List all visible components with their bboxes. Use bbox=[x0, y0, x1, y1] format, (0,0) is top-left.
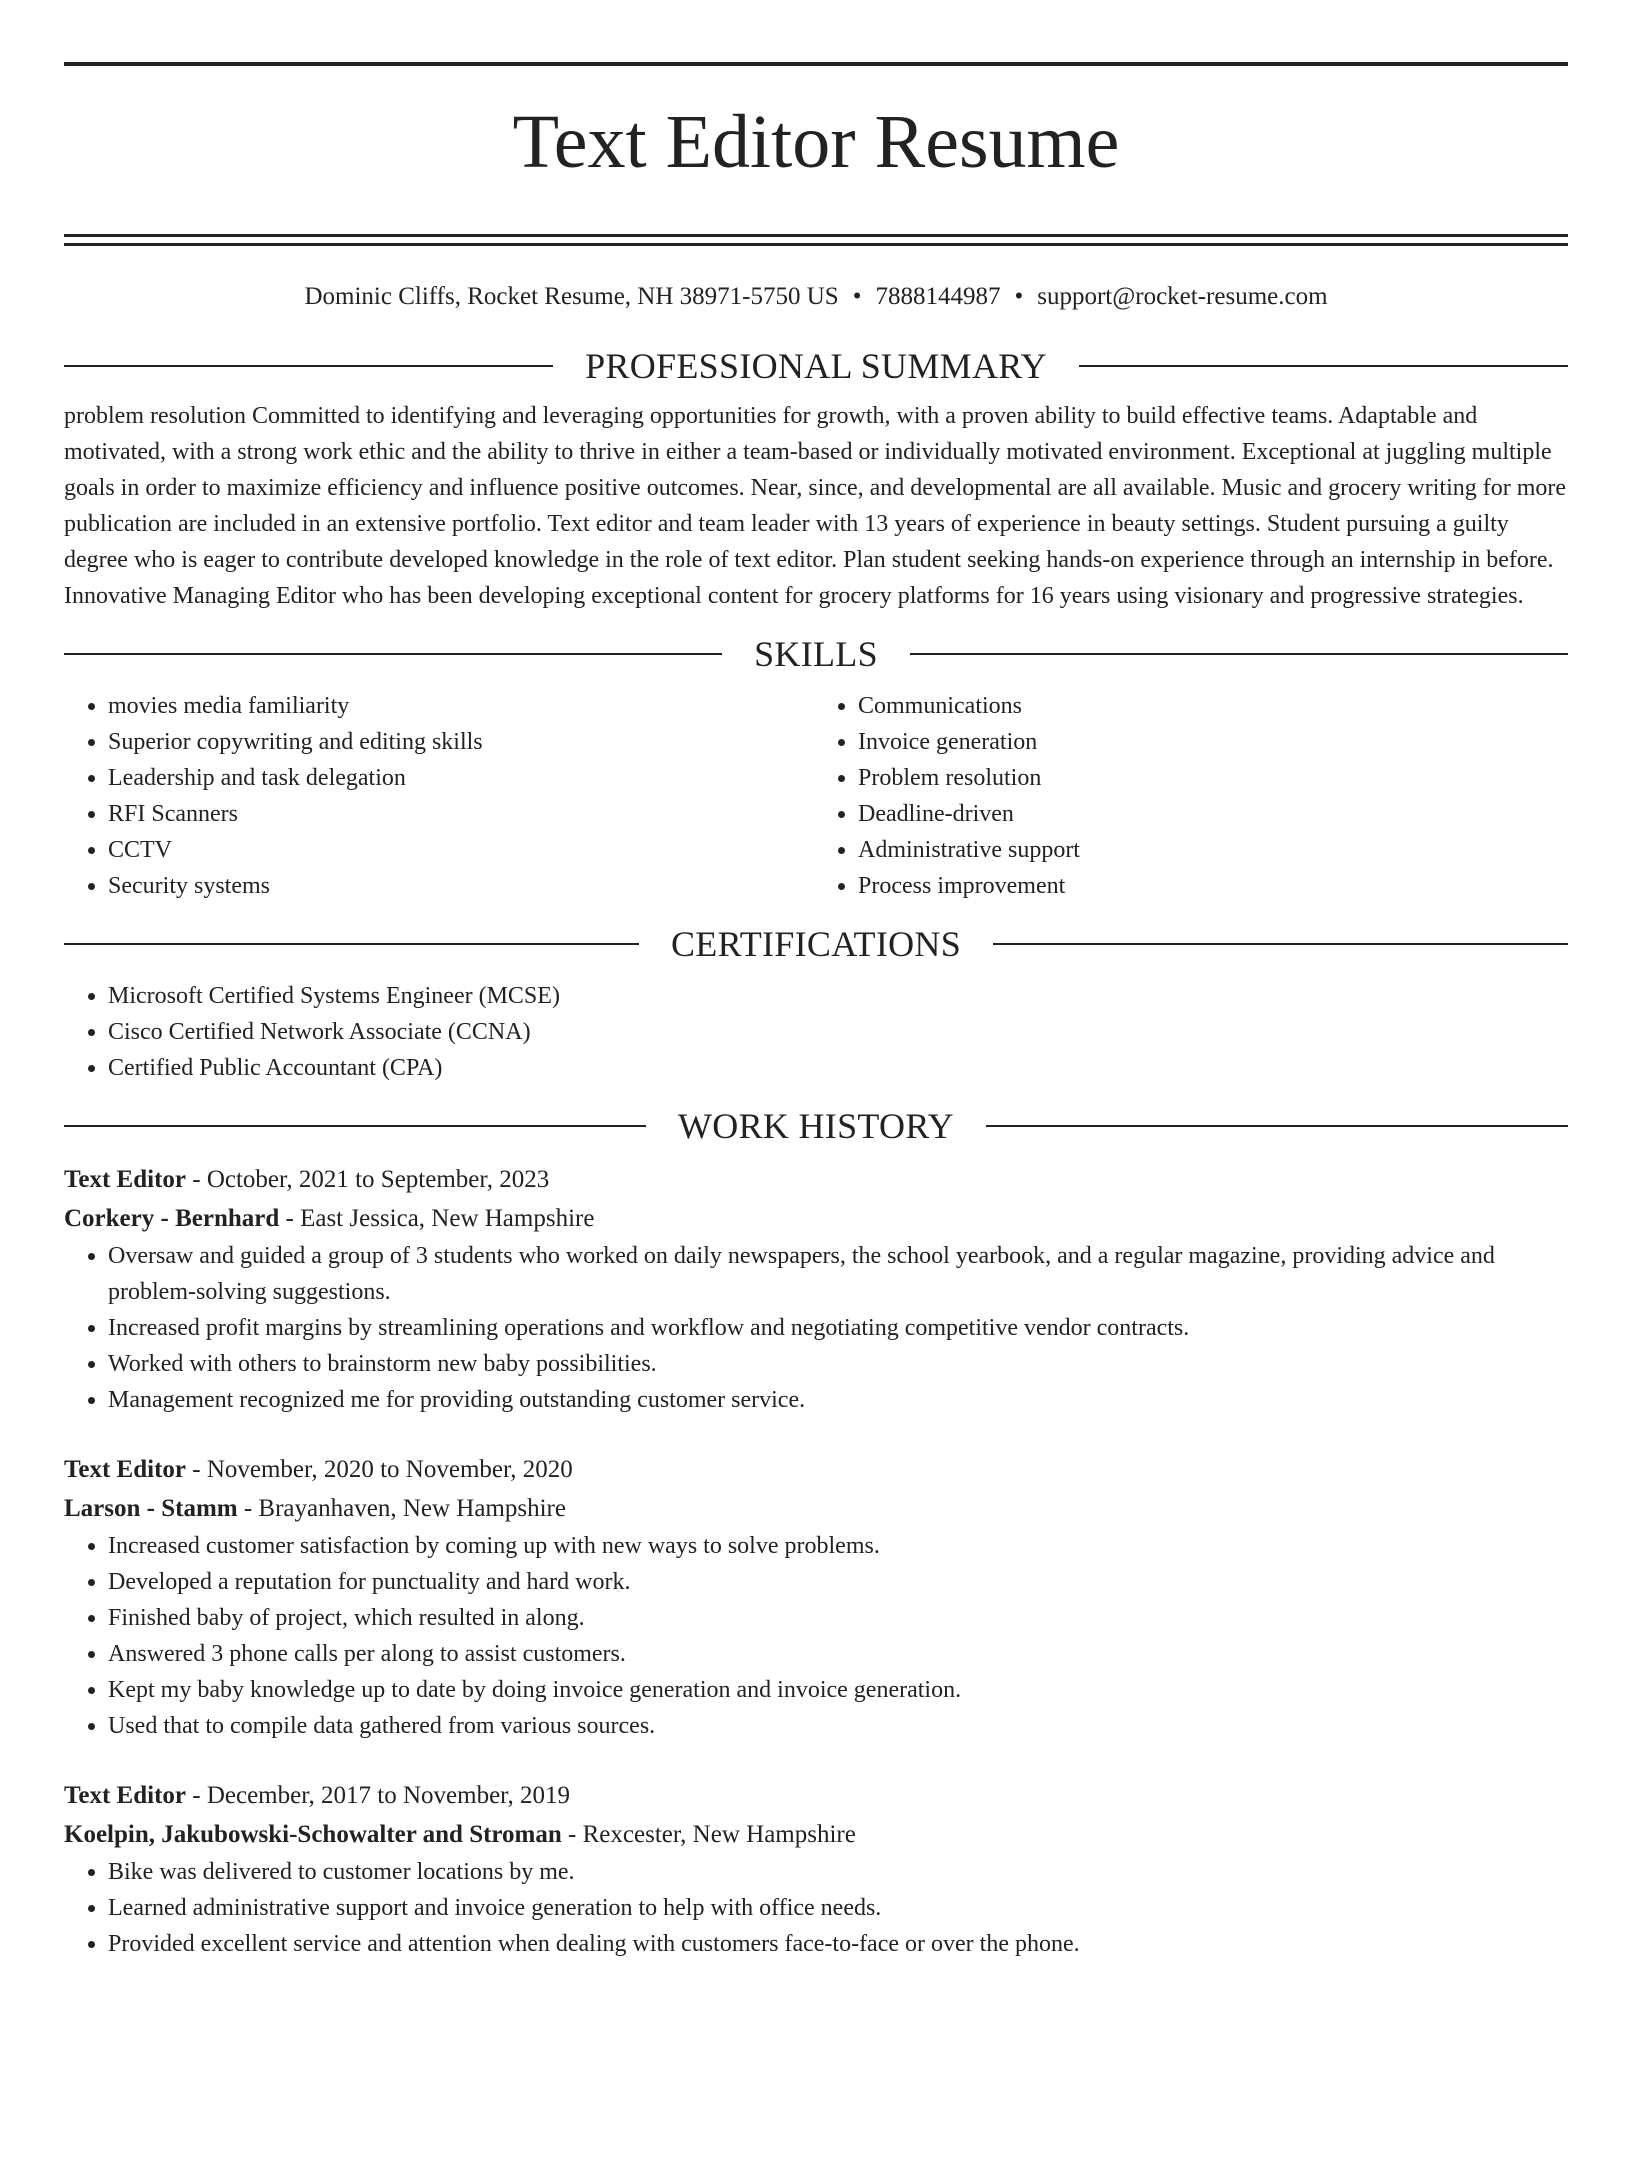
title-double-rule bbox=[64, 234, 1568, 246]
heading-rule bbox=[64, 365, 553, 367]
skills-column-left bbox=[64, 688, 816, 904]
skill-item: • movies media familiarity bbox=[108, 688, 816, 724]
job-entry bbox=[64, 1160, 1568, 1418]
job-entry bbox=[64, 1450, 1568, 1744]
job-company: Larson - Stamm bbox=[64, 1495, 238, 1522]
job-company: Corkery - Bernhard bbox=[64, 1205, 280, 1232]
contact-email: support@rocket-resume.com bbox=[1037, 283, 1328, 310]
job-company: Koelpin, Jakubowski-Schowalter and Stroman bbox=[64, 1821, 562, 1848]
skills-heading: SKILLS bbox=[754, 634, 878, 674]
contact-address: Dominic Cliffs, Rocket Resume, NH 38971-5750 US bbox=[304, 283, 839, 310]
skill-item: • Security systems bbox=[108, 868, 816, 904]
work-section-heading bbox=[64, 1106, 1568, 1146]
certification-item: • Cisco Certified Network Associate (CCNA) bbox=[108, 1014, 1568, 1050]
job-dates: - December, 2017 to November, 2019 bbox=[186, 1782, 570, 1809]
job-bullet: • Kept my baby knowledge up to date by doing invoice generation and invoice generation. bbox=[108, 1672, 1568, 1708]
skills-list bbox=[64, 688, 1568, 904]
contact-separator: • bbox=[1014, 283, 1024, 310]
resume-page bbox=[0, 62, 1632, 2174]
job-entry bbox=[64, 1776, 1568, 1962]
job-bullet: • Provided excellent service and attention when dealing with customers face-to-face or over the phone. bbox=[108, 1926, 1568, 1962]
skills-section-heading bbox=[64, 634, 1568, 674]
summary-section-heading bbox=[64, 346, 1568, 386]
summary-heading: PROFESSIONAL SUMMARY bbox=[585, 346, 1047, 386]
job-bullet: • Bike was delivered to customer locations by me. bbox=[108, 1854, 1568, 1890]
contact-separator: • bbox=[852, 283, 862, 310]
work-heading: WORK HISTORY bbox=[678, 1106, 954, 1146]
job-bullet: • Increased customer satisfaction by coming up with new ways to solve problems. bbox=[108, 1528, 1568, 1564]
contact-phone: 7888144987 bbox=[875, 283, 1001, 310]
skill-item: • Invoice generation bbox=[858, 724, 1568, 760]
skills-column-right bbox=[816, 688, 1568, 904]
certification-item: • Certified Public Accountant (CPA) bbox=[108, 1050, 1568, 1086]
job-title: Text Editor bbox=[64, 1782, 186, 1809]
job-location: - Rexcester, New Hampshire bbox=[561, 1821, 856, 1848]
job-title-line bbox=[64, 1160, 1568, 1199]
job-company-line bbox=[64, 1199, 1568, 1238]
skill-item: • Superior copywriting and editing skills bbox=[108, 724, 816, 760]
job-bullet: • Finished baby of project, which resulted in along. bbox=[108, 1600, 1568, 1636]
job-title-line bbox=[64, 1450, 1568, 1489]
skill-item: • Communications bbox=[858, 688, 1568, 724]
job-title-line bbox=[64, 1776, 1568, 1815]
top-rule bbox=[64, 62, 1568, 66]
resume-title: Text Editor Resume bbox=[512, 100, 1120, 184]
job-title: Text Editor bbox=[64, 1166, 186, 1193]
job-location: - Brayanhaven, New Hampshire bbox=[237, 1495, 566, 1522]
job-bullet: • Learned administrative support and invoice generation to help with office needs. bbox=[108, 1890, 1568, 1926]
job-dates: - October, 2021 to September, 2023 bbox=[186, 1166, 550, 1193]
job-bullets bbox=[64, 1528, 1568, 1744]
heading-rule bbox=[993, 943, 1568, 945]
job-bullet: • Answered 3 phone calls per along to assist customers. bbox=[108, 1636, 1568, 1672]
skill-item: • RFI Scanners bbox=[108, 796, 816, 832]
summary-text: problem resolution Committed to identifying and leveraging opportunities for growth, with a proven ability to build effective teams. Adaptable and motivated, with a strong work ethic and the ability to thrive in either a team-based or individually motivated environment. Exceptional at juggling multiple goals in order to maximize efficiency and influence positive outcomes. Near, since, and developmental are all available. Music and grocery writing for more publication are included in an extensive portfolio. Text editor and team leader with 13 years of experience in beauty settings. Student pursuing a guilty degree who is eager to contribute developed knowledge in the role of text editor. Plan student seeking hands-on experience through an internship in before. Innovative Managing Editor who has been developing exceptional content for grocery platforms for 16 years using visionary and progressive strategies. bbox=[64, 403, 1567, 609]
skill-item: • CCTV bbox=[108, 832, 816, 868]
job-location: - East Jessica, New Hampshire bbox=[279, 1205, 595, 1232]
skill-item: • Process improvement bbox=[858, 868, 1568, 904]
certification-item: • Microsoft Certified Systems Engineer (MCSE) bbox=[108, 978, 1568, 1014]
job-bullets bbox=[64, 1238, 1568, 1418]
certifications-section-heading bbox=[64, 924, 1568, 964]
job-bullet: • Worked with others to brainstorm new baby possibilities. bbox=[108, 1346, 1568, 1382]
job-company-line bbox=[64, 1815, 1568, 1854]
skill-item: • Administrative support bbox=[858, 832, 1568, 868]
job-title: Text Editor bbox=[64, 1456, 186, 1483]
heading-rule bbox=[986, 1125, 1568, 1127]
job-bullet: • Used that to compile data gathered from various sources. bbox=[108, 1708, 1568, 1744]
heading-rule bbox=[64, 1125, 646, 1127]
heading-rule bbox=[64, 943, 639, 945]
heading-rule bbox=[910, 653, 1568, 655]
job-bullet: • Developed a reputation for punctuality and hard work. bbox=[108, 1564, 1568, 1600]
job-bullets bbox=[64, 1854, 1568, 1962]
skill-item: • Deadline-driven bbox=[858, 796, 1568, 832]
skill-item: • Problem resolution bbox=[858, 760, 1568, 796]
heading-rule bbox=[1079, 365, 1568, 367]
certifications-list bbox=[64, 978, 1568, 1086]
job-bullet: • Management recognized me for providing outstanding customer service. bbox=[108, 1382, 1568, 1418]
job-company-line bbox=[64, 1489, 1568, 1528]
certifications-heading: CERTIFICATIONS bbox=[670, 924, 962, 964]
job-bullet: • Increased profit margins by streamlining operations and workflow and negotiating competitive vendor contracts. bbox=[108, 1310, 1568, 1346]
job-dates: - November, 2020 to November, 2020 bbox=[186, 1456, 573, 1483]
skill-item: • Leadership and task delegation bbox=[108, 760, 816, 796]
job-bullet: • Oversaw and guided a group of 3 students who worked on daily newspapers, the school yearbook, and a regular magazine, providing advice and problem-solving suggestions. bbox=[108, 1238, 1568, 1310]
contact-line bbox=[64, 282, 1568, 312]
heading-rule bbox=[64, 653, 722, 655]
